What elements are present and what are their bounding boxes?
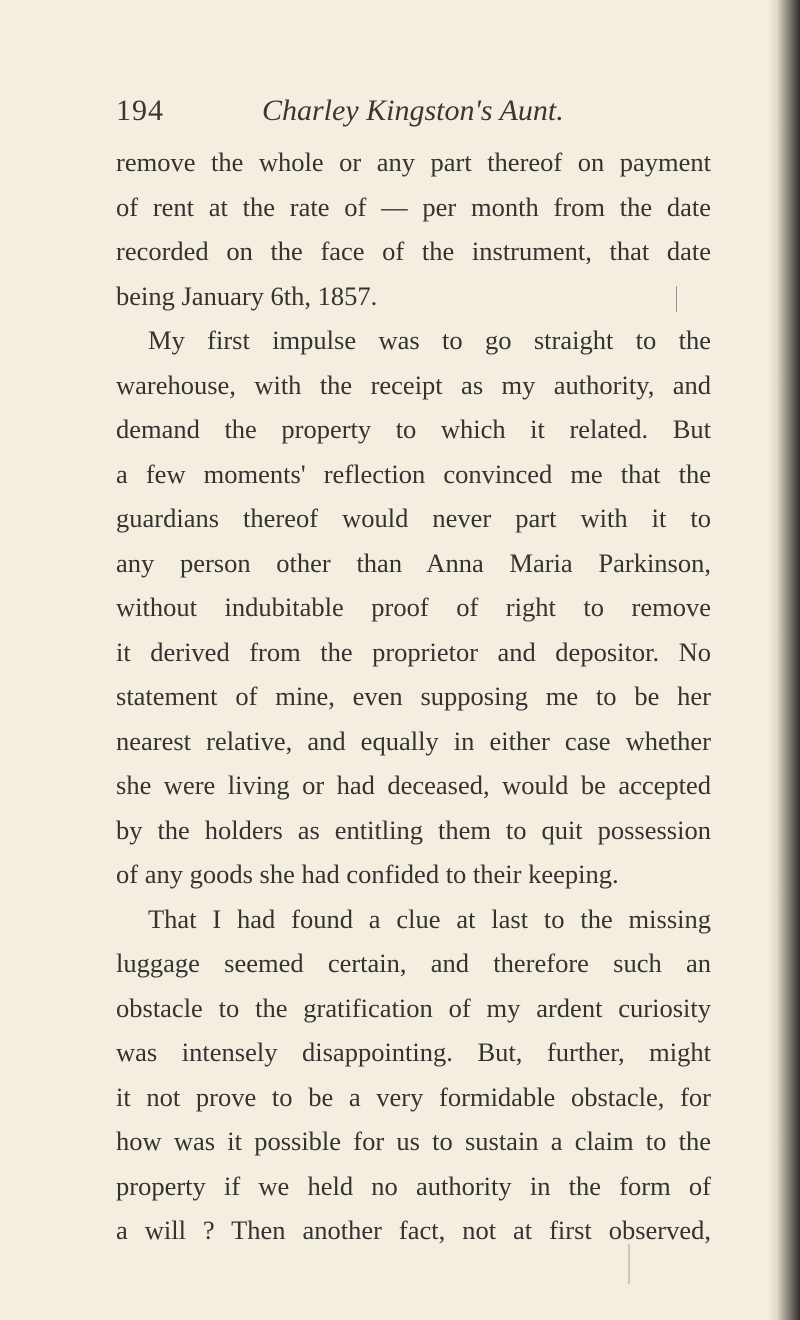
text-line: by the holders as entitling them to quit possession (116, 814, 711, 845)
text-line: without indubitable proof of right to remove (116, 592, 711, 622)
paper-mark (628, 1244, 630, 1284)
running-header (116, 94, 716, 138)
text-line: property if we held no authority in the form of (116, 1170, 711, 1201)
text-line: it not prove to be a very formidable obstacle, for (116, 1081, 711, 1112)
page-edge (778, 0, 800, 1320)
text-line: demand the property to which it related. But (116, 414, 711, 444)
text-line: nearest relative, and equally in either case whether (116, 725, 711, 756)
body-text (116, 140, 711, 1253)
text-line: statement of mine, even supposing me to be her (116, 681, 711, 711)
page-number: 194 (116, 94, 164, 127)
text-line: she were living or had deceased, would be accepted (116, 770, 711, 800)
running-title: Charley Kingston's Aunt. (262, 94, 564, 127)
text-line: being January 6th, 1857. (116, 280, 378, 311)
text-line: obstacle to the gratification of my ardent curiosity (116, 992, 711, 1023)
text-line: of any goods she had confided to their keeping. (116, 859, 619, 889)
text-line: That I had found a clue at last to the missing (148, 903, 711, 934)
page-gutter-shadow (768, 0, 778, 1320)
text-line: a will ? Then another fact, not at first observed, (116, 1215, 711, 1245)
text-line: warehouse, with the receipt as my authority, and (116, 369, 711, 400)
text-line: My first impulse was to go straight to the (148, 325, 711, 355)
text-line: any person other than Anna Maria Parkinson, (116, 547, 711, 578)
text-line: remove the whole or any part thereof on payment (116, 147, 711, 177)
text-line: guardians thereof would never part with it to (116, 503, 711, 533)
print-blemish (676, 286, 677, 312)
text-line: recorded on the face of the instrument, that date (116, 236, 711, 266)
text-line: how was it possible for us to sustain a claim to the (116, 1126, 711, 1156)
text-line: luggage seemed certain, and therefore such an (116, 948, 711, 978)
text-line: of rent at the rate of — per month from the date (116, 191, 711, 222)
text-line: a few moments' reflection convinced me that the (116, 458, 711, 489)
text-line: was intensely disappointing. But, further, might (116, 1037, 711, 1067)
text-line: it derived from the proprietor and depositor. No (116, 636, 711, 667)
